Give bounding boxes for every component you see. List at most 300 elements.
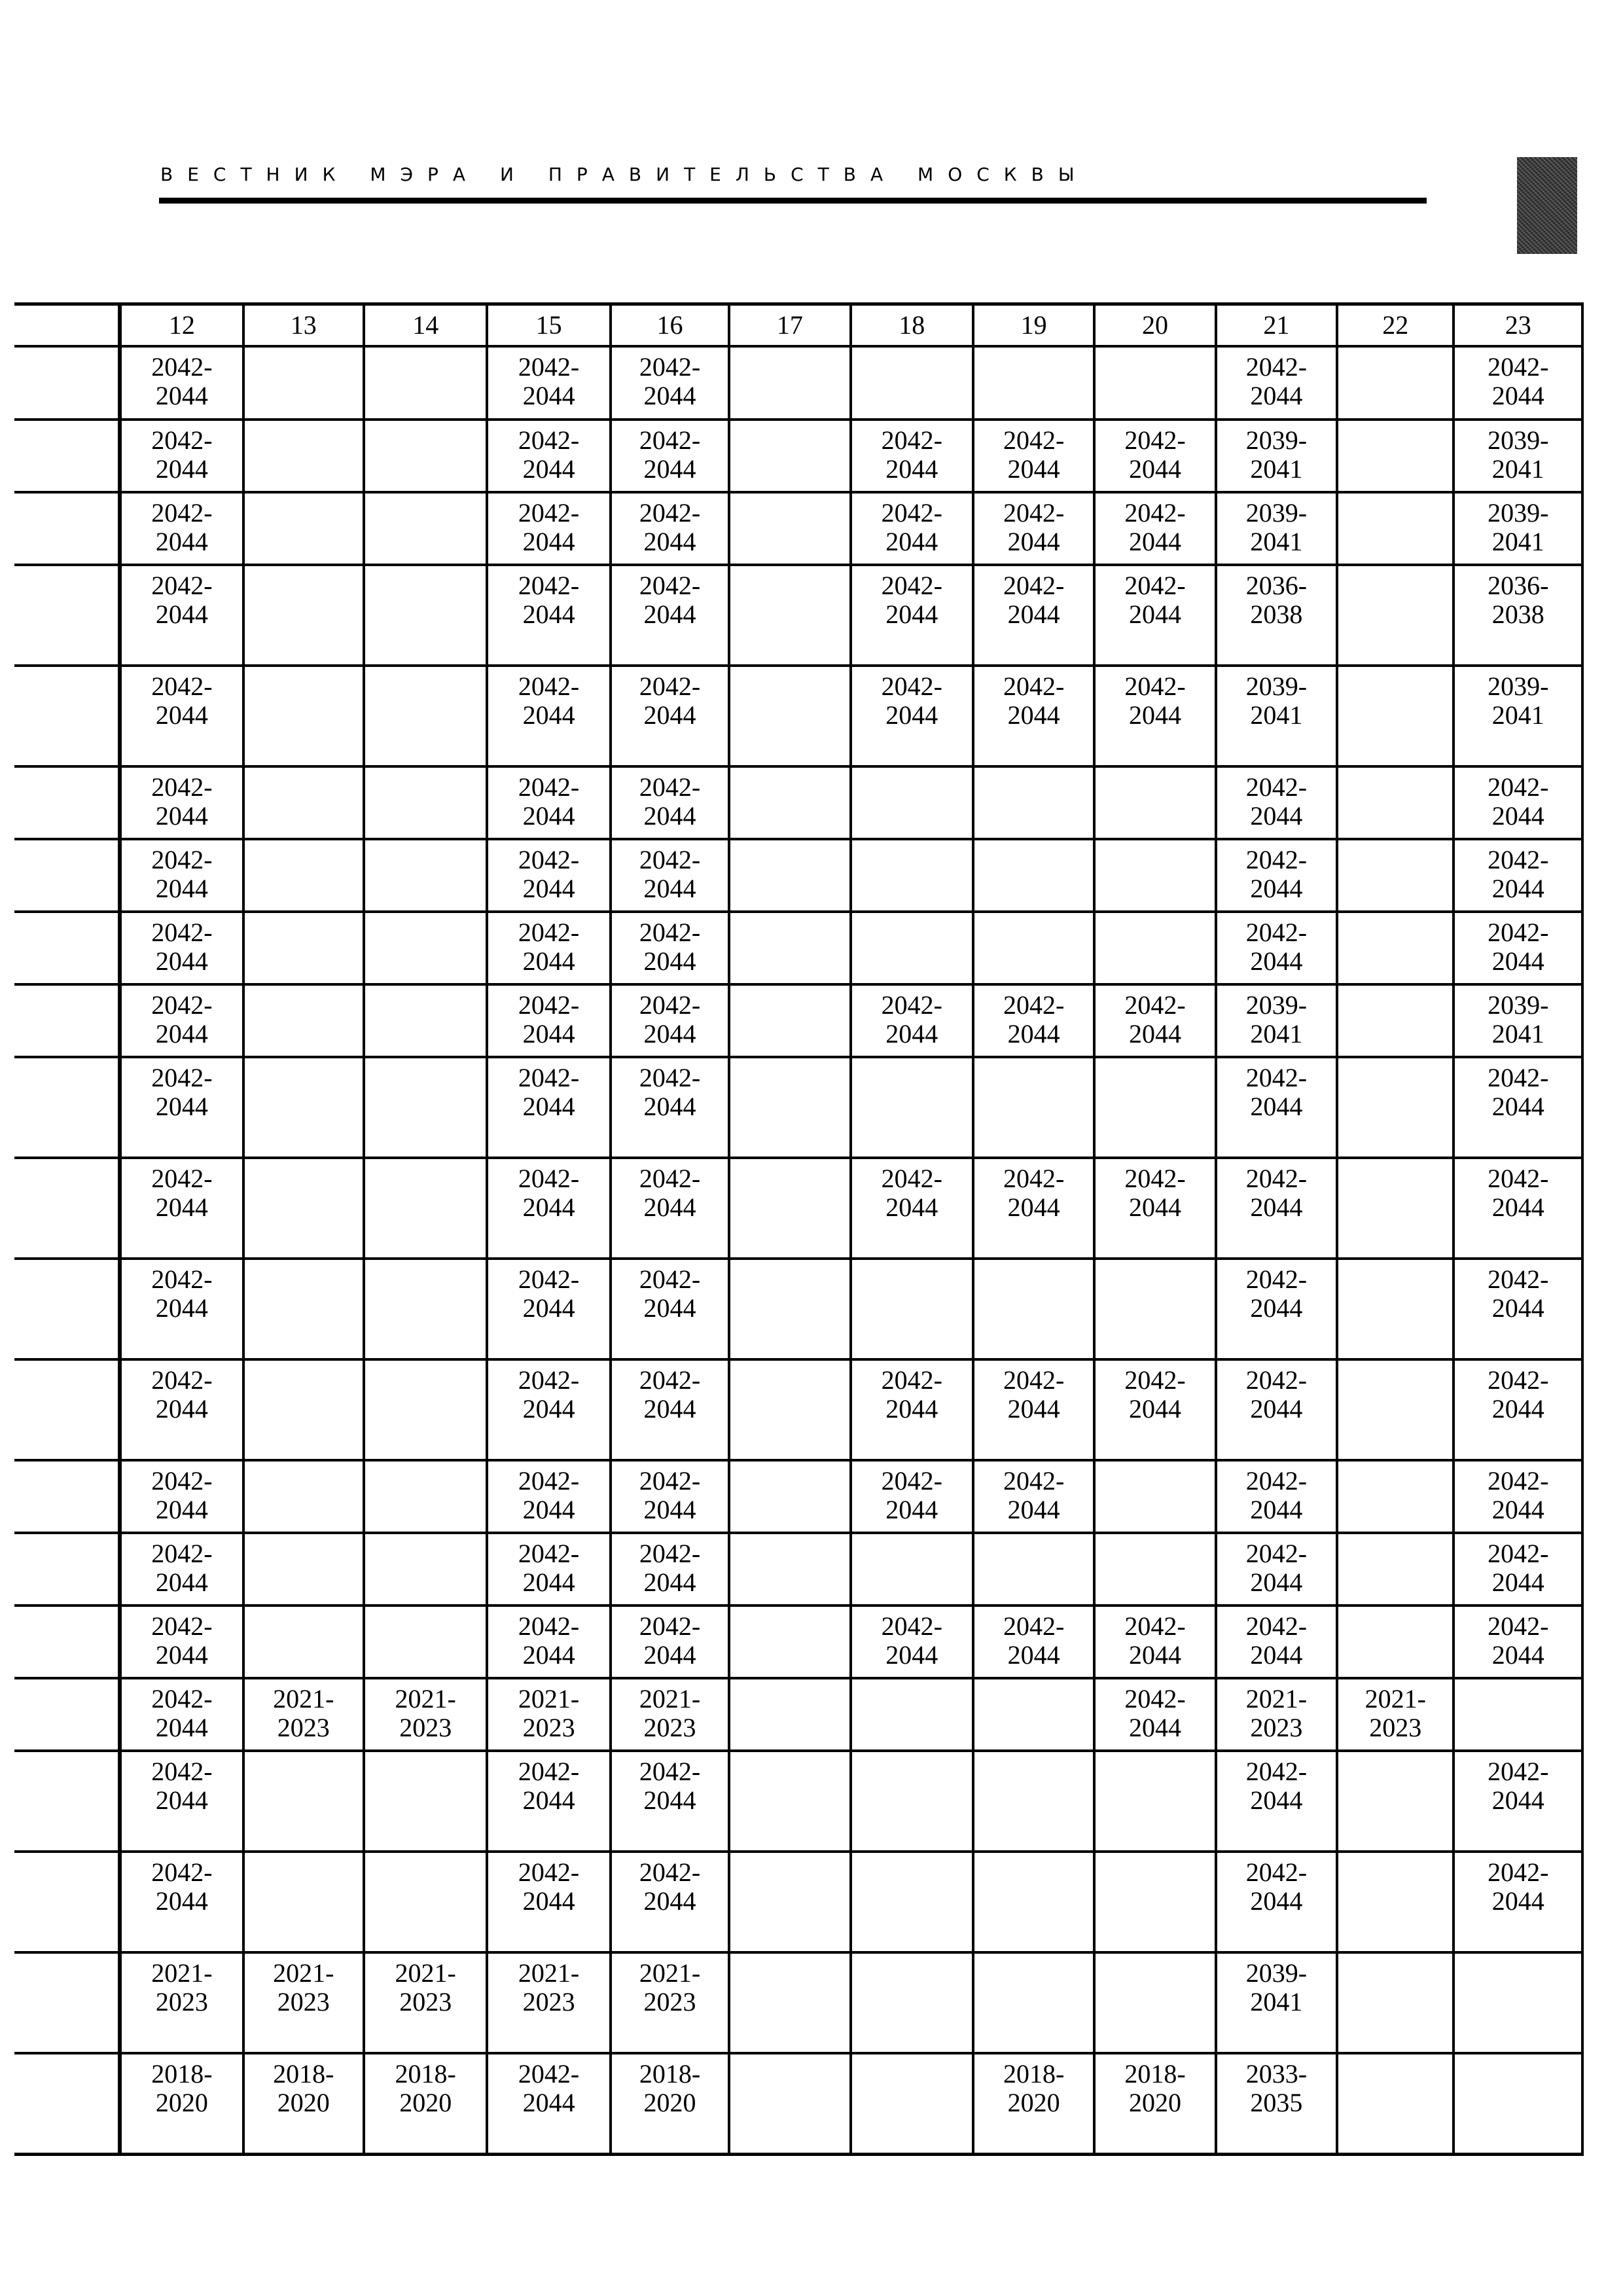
table-cell: 2042- 2044 bbox=[1094, 1359, 1215, 1460]
table-cell bbox=[729, 912, 850, 984]
table-cell: 2042- 2044 bbox=[487, 1852, 610, 1952]
table-cell bbox=[364, 1359, 487, 1460]
table-cell bbox=[729, 346, 850, 420]
table-cell: 2042- 2044 bbox=[120, 912, 243, 984]
header-row bbox=[14, 304, 1582, 347]
table-row bbox=[14, 1678, 1582, 1751]
table-cell bbox=[364, 346, 487, 420]
table-cell bbox=[364, 1605, 487, 1678]
table-cell bbox=[851, 1057, 973, 1158]
table-cell: 2042- 2044 bbox=[851, 1605, 973, 1678]
table-row bbox=[14, 565, 1582, 666]
table-cell bbox=[973, 346, 1094, 420]
table-cell bbox=[14, 1533, 120, 1605]
table-row bbox=[14, 666, 1582, 766]
table-cell: 2042- 2044 bbox=[611, 666, 729, 766]
table-cell: 2042- 2044 bbox=[1094, 420, 1215, 492]
table-cell bbox=[1094, 346, 1215, 420]
table-cell bbox=[729, 1259, 850, 1359]
table-cell bbox=[729, 984, 850, 1057]
table-cell: 2042- 2044 bbox=[487, 2053, 610, 2155]
table-cell bbox=[1337, 1605, 1454, 1678]
table-cell bbox=[364, 1751, 487, 1852]
table-cell bbox=[729, 666, 850, 766]
table-cell bbox=[14, 1359, 120, 1460]
table-row bbox=[14, 1057, 1582, 1158]
table-cell bbox=[14, 912, 120, 984]
table-cell: 2042- 2044 bbox=[611, 839, 729, 912]
table-cell bbox=[14, 420, 120, 492]
table-row bbox=[14, 984, 1582, 1057]
table-cell: 2042- 2044 bbox=[120, 1057, 243, 1158]
table-cell bbox=[14, 1057, 120, 1158]
table-cell bbox=[729, 766, 850, 839]
table-row bbox=[14, 420, 1582, 492]
table-row bbox=[14, 1158, 1582, 1259]
table-cell bbox=[729, 1751, 850, 1852]
table-cell: 2021- 2023 bbox=[120, 1952, 243, 2053]
table-cell: 2021- 2023 bbox=[243, 1952, 364, 2053]
table-cell bbox=[243, 984, 364, 1057]
table-cell: 2042- 2044 bbox=[973, 666, 1094, 766]
table-cell bbox=[1094, 1533, 1215, 1605]
table-cell bbox=[729, 1952, 850, 2053]
table-cell bbox=[14, 766, 120, 839]
table-cell: 2018- 2020 bbox=[611, 2053, 729, 2155]
table-cell bbox=[1454, 1952, 1582, 2053]
table-cell: 2042- 2044 bbox=[1216, 1057, 1337, 1158]
table-cell: 2042- 2044 bbox=[1094, 1678, 1215, 1751]
table-cell: 2039- 2041 bbox=[1216, 984, 1337, 1057]
table-cell: 2042- 2044 bbox=[487, 1751, 610, 1852]
table-cell: 2042- 2044 bbox=[120, 346, 243, 420]
table-cell: 2042- 2044 bbox=[611, 346, 729, 420]
table-cell: 2042- 2044 bbox=[1094, 984, 1215, 1057]
header-rule bbox=[159, 198, 1427, 204]
table-cell bbox=[851, 1751, 973, 1852]
table-cell bbox=[1094, 1852, 1215, 1952]
table-cell: 2042- 2044 bbox=[1454, 1460, 1582, 1533]
table-cell: 2042- 2044 bbox=[120, 1533, 243, 1605]
table-cell: 2039- 2041 bbox=[1216, 420, 1337, 492]
table-cell bbox=[14, 1852, 120, 1952]
table-cell bbox=[1337, 912, 1454, 984]
table-cell bbox=[729, 1605, 850, 1678]
table-cell bbox=[14, 984, 120, 1057]
table-cell bbox=[243, 1460, 364, 1533]
table-cell bbox=[1454, 2053, 1582, 2155]
table-cell bbox=[973, 839, 1094, 912]
table-cell bbox=[973, 912, 1094, 984]
table-cell: 2042- 2044 bbox=[487, 492, 610, 565]
table-cell: 2042- 2044 bbox=[487, 984, 610, 1057]
table-cell: 2042- 2044 bbox=[487, 1158, 610, 1259]
table-cell: 2042- 2044 bbox=[1216, 1460, 1337, 1533]
table-cell: 2042- 2044 bbox=[120, 1460, 243, 1533]
table-cell bbox=[1337, 1751, 1454, 1852]
table-cell: 2042- 2044 bbox=[611, 1751, 729, 1852]
table-row bbox=[14, 1460, 1582, 1533]
table-cell bbox=[14, 1259, 120, 1359]
table-cell: 2042- 2044 bbox=[1094, 492, 1215, 565]
table-cell: 2042- 2044 bbox=[1454, 1852, 1582, 1952]
table-cell: 2042- 2044 bbox=[1454, 1057, 1582, 1158]
table-cell bbox=[851, 839, 973, 912]
table-cell bbox=[364, 420, 487, 492]
table-cell: 2042- 2044 bbox=[120, 766, 243, 839]
table-cell: 2042- 2044 bbox=[487, 1605, 610, 1678]
table-cell: 2042- 2044 bbox=[973, 1605, 1094, 1678]
table-cell bbox=[14, 1460, 120, 1533]
table-cell bbox=[1337, 420, 1454, 492]
table-cell bbox=[973, 1751, 1094, 1852]
table-cell: 2042- 2044 bbox=[1454, 1359, 1582, 1460]
table-cell: 2042- 2044 bbox=[1454, 346, 1582, 420]
table-cell bbox=[729, 1852, 850, 1952]
table-cell bbox=[729, 1359, 850, 1460]
table-cell bbox=[1337, 346, 1454, 420]
table-cell bbox=[1337, 766, 1454, 839]
column-header: 13 bbox=[243, 304, 364, 347]
table-cell: 2042- 2044 bbox=[611, 912, 729, 984]
table-cell: 2042- 2044 bbox=[120, 565, 243, 666]
table-cell: 2042- 2044 bbox=[611, 1057, 729, 1158]
table-cell: 2042- 2044 bbox=[120, 839, 243, 912]
table-cell bbox=[1337, 1158, 1454, 1259]
table-cell bbox=[364, 666, 487, 766]
table-cell bbox=[243, 1359, 364, 1460]
table-cell bbox=[243, 1259, 364, 1359]
table-cell bbox=[364, 912, 487, 984]
table-cell bbox=[243, 1533, 364, 1605]
table-cell bbox=[729, 839, 850, 912]
table-cell: 2018- 2020 bbox=[364, 2053, 487, 2155]
table-cell bbox=[14, 1751, 120, 1852]
table-row bbox=[14, 492, 1582, 565]
table-cell: 2039- 2041 bbox=[1216, 666, 1337, 766]
table-cell: 2042- 2044 bbox=[120, 1678, 243, 1751]
table-row bbox=[14, 1359, 1582, 1460]
table-cell: 2021- 2023 bbox=[611, 1678, 729, 1751]
table-cell: 2039- 2041 bbox=[1216, 1952, 1337, 2053]
table-cell: 2042- 2044 bbox=[611, 1259, 729, 1359]
table-cell bbox=[729, 492, 850, 565]
table-cell: 2042- 2044 bbox=[487, 766, 610, 839]
table-cell bbox=[14, 1158, 120, 1259]
table-cell: 2018- 2020 bbox=[120, 2053, 243, 2155]
table-cell bbox=[243, 1751, 364, 1852]
table-cell bbox=[243, 1158, 364, 1259]
table-cell: 2042- 2044 bbox=[851, 420, 973, 492]
table-cell: 2042- 2044 bbox=[487, 912, 610, 984]
table-cell: 2042- 2044 bbox=[1216, 1751, 1337, 1852]
table-cell: 2036- 2038 bbox=[1216, 565, 1337, 666]
column-header: 19 bbox=[973, 304, 1094, 347]
table-row bbox=[14, 839, 1582, 912]
table-cell bbox=[729, 1158, 850, 1259]
column-header: 20 bbox=[1094, 304, 1215, 347]
table-cell bbox=[1337, 2053, 1454, 2155]
table-cell: 2042- 2044 bbox=[120, 666, 243, 766]
table-cell: 2042- 2044 bbox=[120, 492, 243, 565]
table-cell bbox=[1337, 1952, 1454, 2053]
table-cell bbox=[851, 2053, 973, 2155]
table-cell: 2042- 2044 bbox=[851, 666, 973, 766]
column-header: 21 bbox=[1216, 304, 1337, 347]
table-cell bbox=[364, 839, 487, 912]
table-cell bbox=[729, 1460, 850, 1533]
schedule-table bbox=[14, 302, 1584, 2156]
table-cell: 2042- 2044 bbox=[1454, 1259, 1582, 1359]
table-cell: 2021- 2023 bbox=[1216, 1678, 1337, 1751]
table-cell: 2042- 2044 bbox=[851, 1158, 973, 1259]
table-cell: 2042- 2044 bbox=[487, 839, 610, 912]
table-cell: 2042- 2044 bbox=[1094, 666, 1215, 766]
table-cell: 2042- 2044 bbox=[973, 1359, 1094, 1460]
table-cell: 2042- 2044 bbox=[1094, 565, 1215, 666]
table-cell: 2042- 2044 bbox=[1454, 912, 1582, 984]
table-cell bbox=[1454, 1678, 1582, 1751]
table-cell bbox=[364, 1259, 487, 1359]
table-cell bbox=[1094, 1057, 1215, 1158]
table-cell bbox=[851, 1952, 973, 2053]
table-cell: 2042- 2044 bbox=[973, 420, 1094, 492]
table-cell: 2042- 2044 bbox=[611, 420, 729, 492]
table-row bbox=[14, 1533, 1582, 1605]
table-cell bbox=[243, 1852, 364, 1952]
table-cell bbox=[364, 1460, 487, 1533]
table-cell: 2021- 2023 bbox=[364, 1952, 487, 2053]
column-header: 14 bbox=[364, 304, 487, 347]
column-header: 12 bbox=[120, 304, 243, 347]
table-cell bbox=[851, 912, 973, 984]
table-row bbox=[14, 1259, 1582, 1359]
table-row bbox=[14, 1751, 1582, 1852]
table-cell: 2042- 2044 bbox=[487, 1057, 610, 1158]
running-head-title: ВЕСТНИК МЭРА И ПРАВИТЕЛЬСТВА МОСКВЫ bbox=[160, 164, 1089, 185]
table-cell bbox=[729, 2053, 850, 2155]
table-cell: 2039- 2041 bbox=[1454, 984, 1582, 1057]
table-cell bbox=[1094, 1460, 1215, 1533]
table-cell: 2021- 2023 bbox=[487, 1952, 610, 2053]
table-cell: 2042- 2044 bbox=[851, 984, 973, 1057]
table-cell bbox=[851, 1852, 973, 1952]
table-cell bbox=[851, 766, 973, 839]
column-header: 16 bbox=[611, 304, 729, 347]
table-cell: 2033- 2035 bbox=[1216, 2053, 1337, 2155]
table-cell: 2018- 2020 bbox=[973, 2053, 1094, 2155]
table-cell bbox=[364, 565, 487, 666]
table-cell bbox=[364, 1057, 487, 1158]
table-cell bbox=[1337, 492, 1454, 565]
table-cell bbox=[729, 1533, 850, 1605]
table-cell: 2042- 2044 bbox=[611, 1460, 729, 1533]
table-cell bbox=[851, 346, 973, 420]
table-cell bbox=[14, 839, 120, 912]
table-cell bbox=[1337, 1533, 1454, 1605]
table-cell bbox=[1094, 766, 1215, 839]
table-cell: 2042- 2044 bbox=[120, 984, 243, 1057]
table-cell: 2042- 2044 bbox=[851, 492, 973, 565]
column-header bbox=[14, 304, 120, 347]
table-cell bbox=[1337, 1259, 1454, 1359]
table-cell bbox=[14, 1678, 120, 1751]
table-cell bbox=[364, 1852, 487, 1952]
table-cell: 2042- 2044 bbox=[1094, 1158, 1215, 1259]
table-row bbox=[14, 766, 1582, 839]
table-cell bbox=[364, 766, 487, 839]
table-cell: 2021- 2023 bbox=[1337, 1678, 1454, 1751]
table-cell bbox=[243, 420, 364, 492]
table-cell bbox=[243, 346, 364, 420]
table-cell: 2021- 2023 bbox=[243, 1678, 364, 1751]
table-cell: 2042- 2044 bbox=[120, 1259, 243, 1359]
table-cell: 2042- 2044 bbox=[1216, 766, 1337, 839]
table-cell bbox=[1094, 1952, 1215, 2053]
table-cell: 2042- 2044 bbox=[120, 1605, 243, 1678]
table-cell: 2018- 2020 bbox=[1094, 2053, 1215, 2155]
table-cell: 2042- 2044 bbox=[120, 1751, 243, 1852]
column-header: 15 bbox=[487, 304, 610, 347]
table-cell bbox=[729, 420, 850, 492]
table-cell: 2042- 2044 bbox=[611, 1533, 729, 1605]
table-row bbox=[14, 2053, 1582, 2155]
table-cell: 2042- 2044 bbox=[973, 1460, 1094, 1533]
table-cell bbox=[243, 766, 364, 839]
table-cell: 2042- 2044 bbox=[1454, 1158, 1582, 1259]
table-cell: 2021- 2023 bbox=[487, 1678, 610, 1751]
table-cell bbox=[1094, 912, 1215, 984]
table-cell bbox=[973, 1057, 1094, 1158]
table-cell: 2018- 2020 bbox=[243, 2053, 364, 2155]
table-cell: 2042- 2044 bbox=[1454, 1533, 1582, 1605]
table-cell bbox=[973, 1259, 1094, 1359]
table-cell: 2021- 2023 bbox=[364, 1678, 487, 1751]
table-cell: 2021- 2023 bbox=[611, 1952, 729, 2053]
table-cell bbox=[243, 912, 364, 984]
table-cell bbox=[243, 492, 364, 565]
column-header: 23 bbox=[1454, 304, 1582, 347]
table-cell bbox=[364, 1158, 487, 1259]
table-cell: 2042- 2044 bbox=[1216, 1852, 1337, 1952]
table-cell bbox=[364, 1533, 487, 1605]
table-cell bbox=[851, 1533, 973, 1605]
table-cell: 2042- 2044 bbox=[1094, 1605, 1215, 1678]
table-cell bbox=[243, 666, 364, 766]
table-cell: 2042- 2044 bbox=[487, 565, 610, 666]
table-cell: 2042- 2044 bbox=[487, 346, 610, 420]
table-cell: 2042- 2044 bbox=[120, 420, 243, 492]
table-cell: 2039- 2041 bbox=[1454, 666, 1582, 766]
table-cell: 2042- 2044 bbox=[973, 492, 1094, 565]
table-cell bbox=[364, 492, 487, 565]
table-cell: 2042- 2044 bbox=[1216, 1158, 1337, 1259]
table-cell: 2036- 2038 bbox=[1454, 565, 1582, 666]
table-cell bbox=[243, 565, 364, 666]
table-cell: 2042- 2044 bbox=[120, 1852, 243, 1952]
table-cell bbox=[1337, 666, 1454, 766]
table-cell: 2042- 2044 bbox=[611, 984, 729, 1057]
table-cell: 2042- 2044 bbox=[1216, 1359, 1337, 1460]
table-cell: 2042- 2044 bbox=[487, 1533, 610, 1605]
table-cell: 2042- 2044 bbox=[1216, 346, 1337, 420]
table-cell bbox=[1094, 1751, 1215, 1852]
table-cell: 2042- 2044 bbox=[611, 1852, 729, 1952]
table-row bbox=[14, 1852, 1582, 1952]
column-header: 18 bbox=[851, 304, 973, 347]
table-cell bbox=[729, 1678, 850, 1751]
table-cell: 2042- 2044 bbox=[611, 565, 729, 666]
table-cell: 2042- 2044 bbox=[1454, 766, 1582, 839]
table-cell bbox=[851, 1259, 973, 1359]
table-cell: 2042- 2044 bbox=[1216, 839, 1337, 912]
table-cell: 2042- 2044 bbox=[120, 1158, 243, 1259]
table-cell bbox=[1337, 1852, 1454, 1952]
table-cell: 2042- 2044 bbox=[973, 565, 1094, 666]
table-cell: 2042- 2044 bbox=[611, 766, 729, 839]
column-header: 22 bbox=[1337, 304, 1454, 347]
table-cell bbox=[243, 1057, 364, 1158]
table-cell bbox=[973, 1952, 1094, 2053]
table-cell: 2042- 2044 bbox=[487, 420, 610, 492]
table-cell: 2042- 2044 bbox=[487, 1359, 610, 1460]
table-cell bbox=[1094, 1259, 1215, 1359]
table-cell: 2039- 2041 bbox=[1216, 492, 1337, 565]
table-cell: 2039- 2041 bbox=[1454, 420, 1582, 492]
table-cell bbox=[14, 565, 120, 666]
table-cell: 2042- 2044 bbox=[973, 984, 1094, 1057]
table-cell bbox=[243, 839, 364, 912]
table-cell bbox=[729, 1057, 850, 1158]
table-cell: 2042- 2044 bbox=[487, 1460, 610, 1533]
table-cell bbox=[1337, 565, 1454, 666]
table-cell bbox=[14, 346, 120, 420]
column-header: 17 bbox=[729, 304, 850, 347]
table-cell: 2042- 2044 bbox=[1454, 1751, 1582, 1852]
table-cell: 2042- 2044 bbox=[1216, 912, 1337, 984]
table-cell: 2042- 2044 bbox=[851, 1359, 973, 1460]
table-cell bbox=[973, 766, 1094, 839]
table-row bbox=[14, 912, 1582, 984]
table-cell: 2042- 2044 bbox=[611, 1605, 729, 1678]
table-cell: 2042- 2044 bbox=[487, 1259, 610, 1359]
table-cell bbox=[14, 2053, 120, 2155]
table-cell: 2042- 2044 bbox=[611, 1359, 729, 1460]
table-cell: 2042- 2044 bbox=[851, 565, 973, 666]
table-cell: 2042- 2044 bbox=[1454, 1605, 1582, 1678]
table-cell bbox=[973, 1852, 1094, 1952]
table-cell: 2042- 2044 bbox=[611, 492, 729, 565]
table-row bbox=[14, 346, 1582, 420]
table-cell bbox=[1094, 839, 1215, 912]
table-cell bbox=[1337, 984, 1454, 1057]
table-cell bbox=[1337, 1359, 1454, 1460]
table-cell: 2042- 2044 bbox=[1216, 1605, 1337, 1678]
table-cell bbox=[14, 492, 120, 565]
table-cell: 2042- 2044 bbox=[611, 1158, 729, 1259]
table-cell: 2039- 2041 bbox=[1454, 492, 1582, 565]
corner-thumb-mark bbox=[1517, 157, 1577, 254]
table-cell: 2042- 2044 bbox=[1216, 1533, 1337, 1605]
table-cell bbox=[14, 1952, 120, 2053]
table-cell bbox=[973, 1533, 1094, 1605]
table-cell: 2042- 2044 bbox=[1454, 839, 1582, 912]
table-cell bbox=[851, 1678, 973, 1751]
table-cell bbox=[14, 1605, 120, 1678]
table-cell bbox=[1337, 1460, 1454, 1533]
table-cell bbox=[243, 1605, 364, 1678]
table-cell: 2042- 2044 bbox=[487, 666, 610, 766]
